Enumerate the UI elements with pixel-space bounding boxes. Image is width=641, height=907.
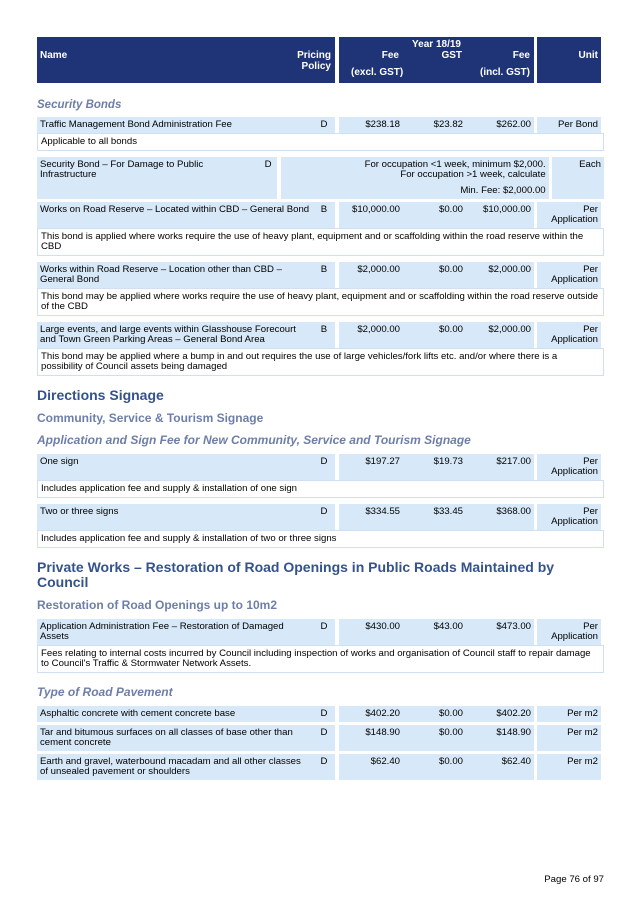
table-row — [37, 504, 604, 530]
row-fee-text-line1: For occupation <1 week, minimum $2,000. — [364, 159, 546, 170]
row-name: Asphaltic concrete with cement concrete base — [37, 706, 313, 722]
row-fee-text-line2: For occupation >1 week, calculate — [400, 169, 546, 180]
italic-heading-application-fee: Application and Sign Fee for New Community, Service and Tourism Signage — [37, 433, 471, 447]
row-fee-incl: $148.90 — [466, 725, 534, 751]
row-fee-incl: $2,000.00 — [466, 322, 534, 348]
header-name: Name — [37, 37, 273, 83]
header-gst: GST — [441, 50, 462, 61]
row-policy: D — [259, 157, 278, 199]
row-policy: D — [313, 504, 335, 530]
header-fee: Fee — [381, 50, 399, 61]
row-note: This bond may be applied where a bump in and out requires the use of large vehicles/fork lifts etc. and/or where there is a possibility of Council assets being damaged — [37, 348, 604, 376]
row-unit: Each — [552, 157, 604, 199]
row-unit: Per m2 — [537, 725, 601, 751]
row-gst: $19.73 — [403, 454, 466, 480]
row-policy: D — [313, 117, 335, 133]
row-name: One sign — [37, 454, 313, 480]
section-heading-security-bonds: Security Bonds — [37, 99, 122, 111]
row-unit: Per Application — [537, 262, 601, 288]
table-header — [37, 37, 604, 83]
row-note: This bond may be applied where works require the use of heavy plant, equipment and or scaffolding within the road reserve outside of the CBD — [37, 288, 604, 316]
row-fee: $2,000.00 — [339, 262, 403, 288]
row-unit: Per Application — [537, 504, 601, 530]
row-note: Applicable to all bonds — [37, 133, 604, 151]
header-fee-incl-note: (incl. GST) — [480, 67, 530, 78]
row-note: Includes application fee and supply & installation of one sign — [37, 480, 604, 498]
table-row — [37, 619, 604, 645]
row-fee: $334.55 — [339, 504, 403, 530]
row-fee: $2,000.00 — [339, 322, 403, 348]
header-unit: Unit — [537, 37, 601, 83]
table-row — [37, 117, 604, 133]
row-name: Works on Road Reserve – Located within CBD – General Bond — [37, 202, 313, 228]
row-policy: D — [313, 725, 335, 751]
row-policy: B — [313, 202, 335, 228]
row-fee: $148.90 — [339, 725, 403, 751]
table-row — [37, 454, 604, 480]
row-gst: $23.82 — [403, 117, 466, 133]
row-name: Traffic Management Bond Administration Fee — [37, 117, 313, 133]
row-name: Earth and gravel, waterbound macadam and all other classes of unsealed pavement or shoulders — [37, 754, 313, 780]
row-gst: $43.00 — [403, 619, 466, 645]
header-pricing-policy: Pricing Policy — [273, 37, 335, 83]
row-fee-incl: $368.00 — [466, 504, 534, 530]
row-fee: $402.20 — [339, 706, 403, 722]
row-unit: Per Application — [537, 619, 601, 645]
row-policy: D — [313, 706, 335, 722]
subheading-community-signage: Community, Service & Tourism Signage — [37, 411, 264, 425]
row-name: Works within Road Reserve – Location other than CBD – General Bond — [37, 262, 313, 288]
row-unit: Per Application — [537, 322, 601, 348]
header-year: Year 18/19 — [412, 39, 461, 50]
table-row — [37, 706, 604, 722]
row-fee-incl: $10,000.00 — [466, 202, 534, 228]
row-gst: $0.00 — [403, 202, 466, 228]
header-fee-incl: Fee — [512, 50, 530, 61]
row-fee: $10,000.00 — [339, 202, 403, 228]
row-gst: $0.00 — [403, 262, 466, 288]
row-gst: $0.00 — [403, 725, 466, 751]
row-note: Fees relating to internal costs incurred by Council including inspection of works and organisation of Council staff to repair damage to Council's Traffic & Stormwater Network Assets. — [37, 645, 604, 673]
italic-heading-pavement: Type of Road Pavement — [37, 685, 173, 699]
table-row — [37, 322, 604, 348]
row-policy: D — [313, 619, 335, 645]
row-name: Security Bond – For Damage to Public Infrastructure — [37, 157, 259, 199]
table-row — [37, 262, 604, 288]
row-unit: Per Bond — [537, 117, 601, 133]
row-unit: Per m2 — [537, 754, 601, 780]
table-row — [37, 202, 604, 228]
row-gst: $0.00 — [403, 322, 466, 348]
row-policy: B — [313, 262, 335, 288]
row-gst: $0.00 — [403, 706, 466, 722]
row-fee: $197.27 — [339, 454, 403, 480]
section-heading-directions-signage: Directions Signage — [37, 387, 164, 403]
row-fee-text — [281, 157, 548, 199]
fee-schedule-page — [37, 37, 604, 780]
row-fee: $238.18 — [339, 117, 403, 133]
row-policy: B — [313, 322, 335, 348]
row-fee: $62.40 — [339, 754, 403, 780]
row-gst: $33.45 — [403, 504, 466, 530]
row-fee-incl: $473.00 — [466, 619, 534, 645]
table-row — [37, 157, 604, 199]
row-name: Tar and bitumous surfaces on all classes of base other than cement concrete — [37, 725, 313, 751]
table-row — [37, 725, 604, 751]
row-note: Includes application fee and supply & installation of two or three signs — [37, 530, 604, 548]
row-fee-incl: $402.20 — [466, 706, 534, 722]
subheading-road-openings: Restoration of Road Openings up to 10m2 — [37, 598, 278, 612]
header-year-group — [339, 37, 534, 83]
row-name: Application Administration Fee – Restoration of Damaged Assets — [37, 619, 313, 645]
page-number: Page 76 of 97 — [544, 874, 604, 885]
row-gst: $0.00 — [403, 754, 466, 780]
row-min-fee: Min. Fee: $2,000.00 — [460, 185, 546, 196]
row-fee-incl: $2,000.00 — [466, 262, 534, 288]
section-heading-private-works: Private Works – Restoration of Road Openings in Public Roads Maintained by Council — [37, 559, 555, 590]
row-unit: Per Application — [537, 202, 601, 228]
row-fee: $430.00 — [339, 619, 403, 645]
row-policy: D — [313, 754, 335, 780]
row-name: Large events, and large events within Glasshouse Forecourt and Town Green Parking Areas – General Bond Area — [37, 322, 313, 348]
row-fee-incl: $217.00 — [466, 454, 534, 480]
header-fee-excl: (excl. GST) — [351, 67, 404, 78]
row-fee-incl: $262.00 — [466, 117, 534, 133]
row-fee-incl: $62.40 — [466, 754, 534, 780]
table-row — [37, 754, 604, 780]
row-unit: Per m2 — [537, 706, 601, 722]
row-unit: Per Application — [537, 454, 601, 480]
row-name: Two or three signs — [37, 504, 313, 530]
row-note: This bond is applied where works require the use of heavy plant, equipment and or scaffolding within the road reserve within the CBD — [37, 228, 604, 256]
row-policy: D — [313, 454, 335, 480]
